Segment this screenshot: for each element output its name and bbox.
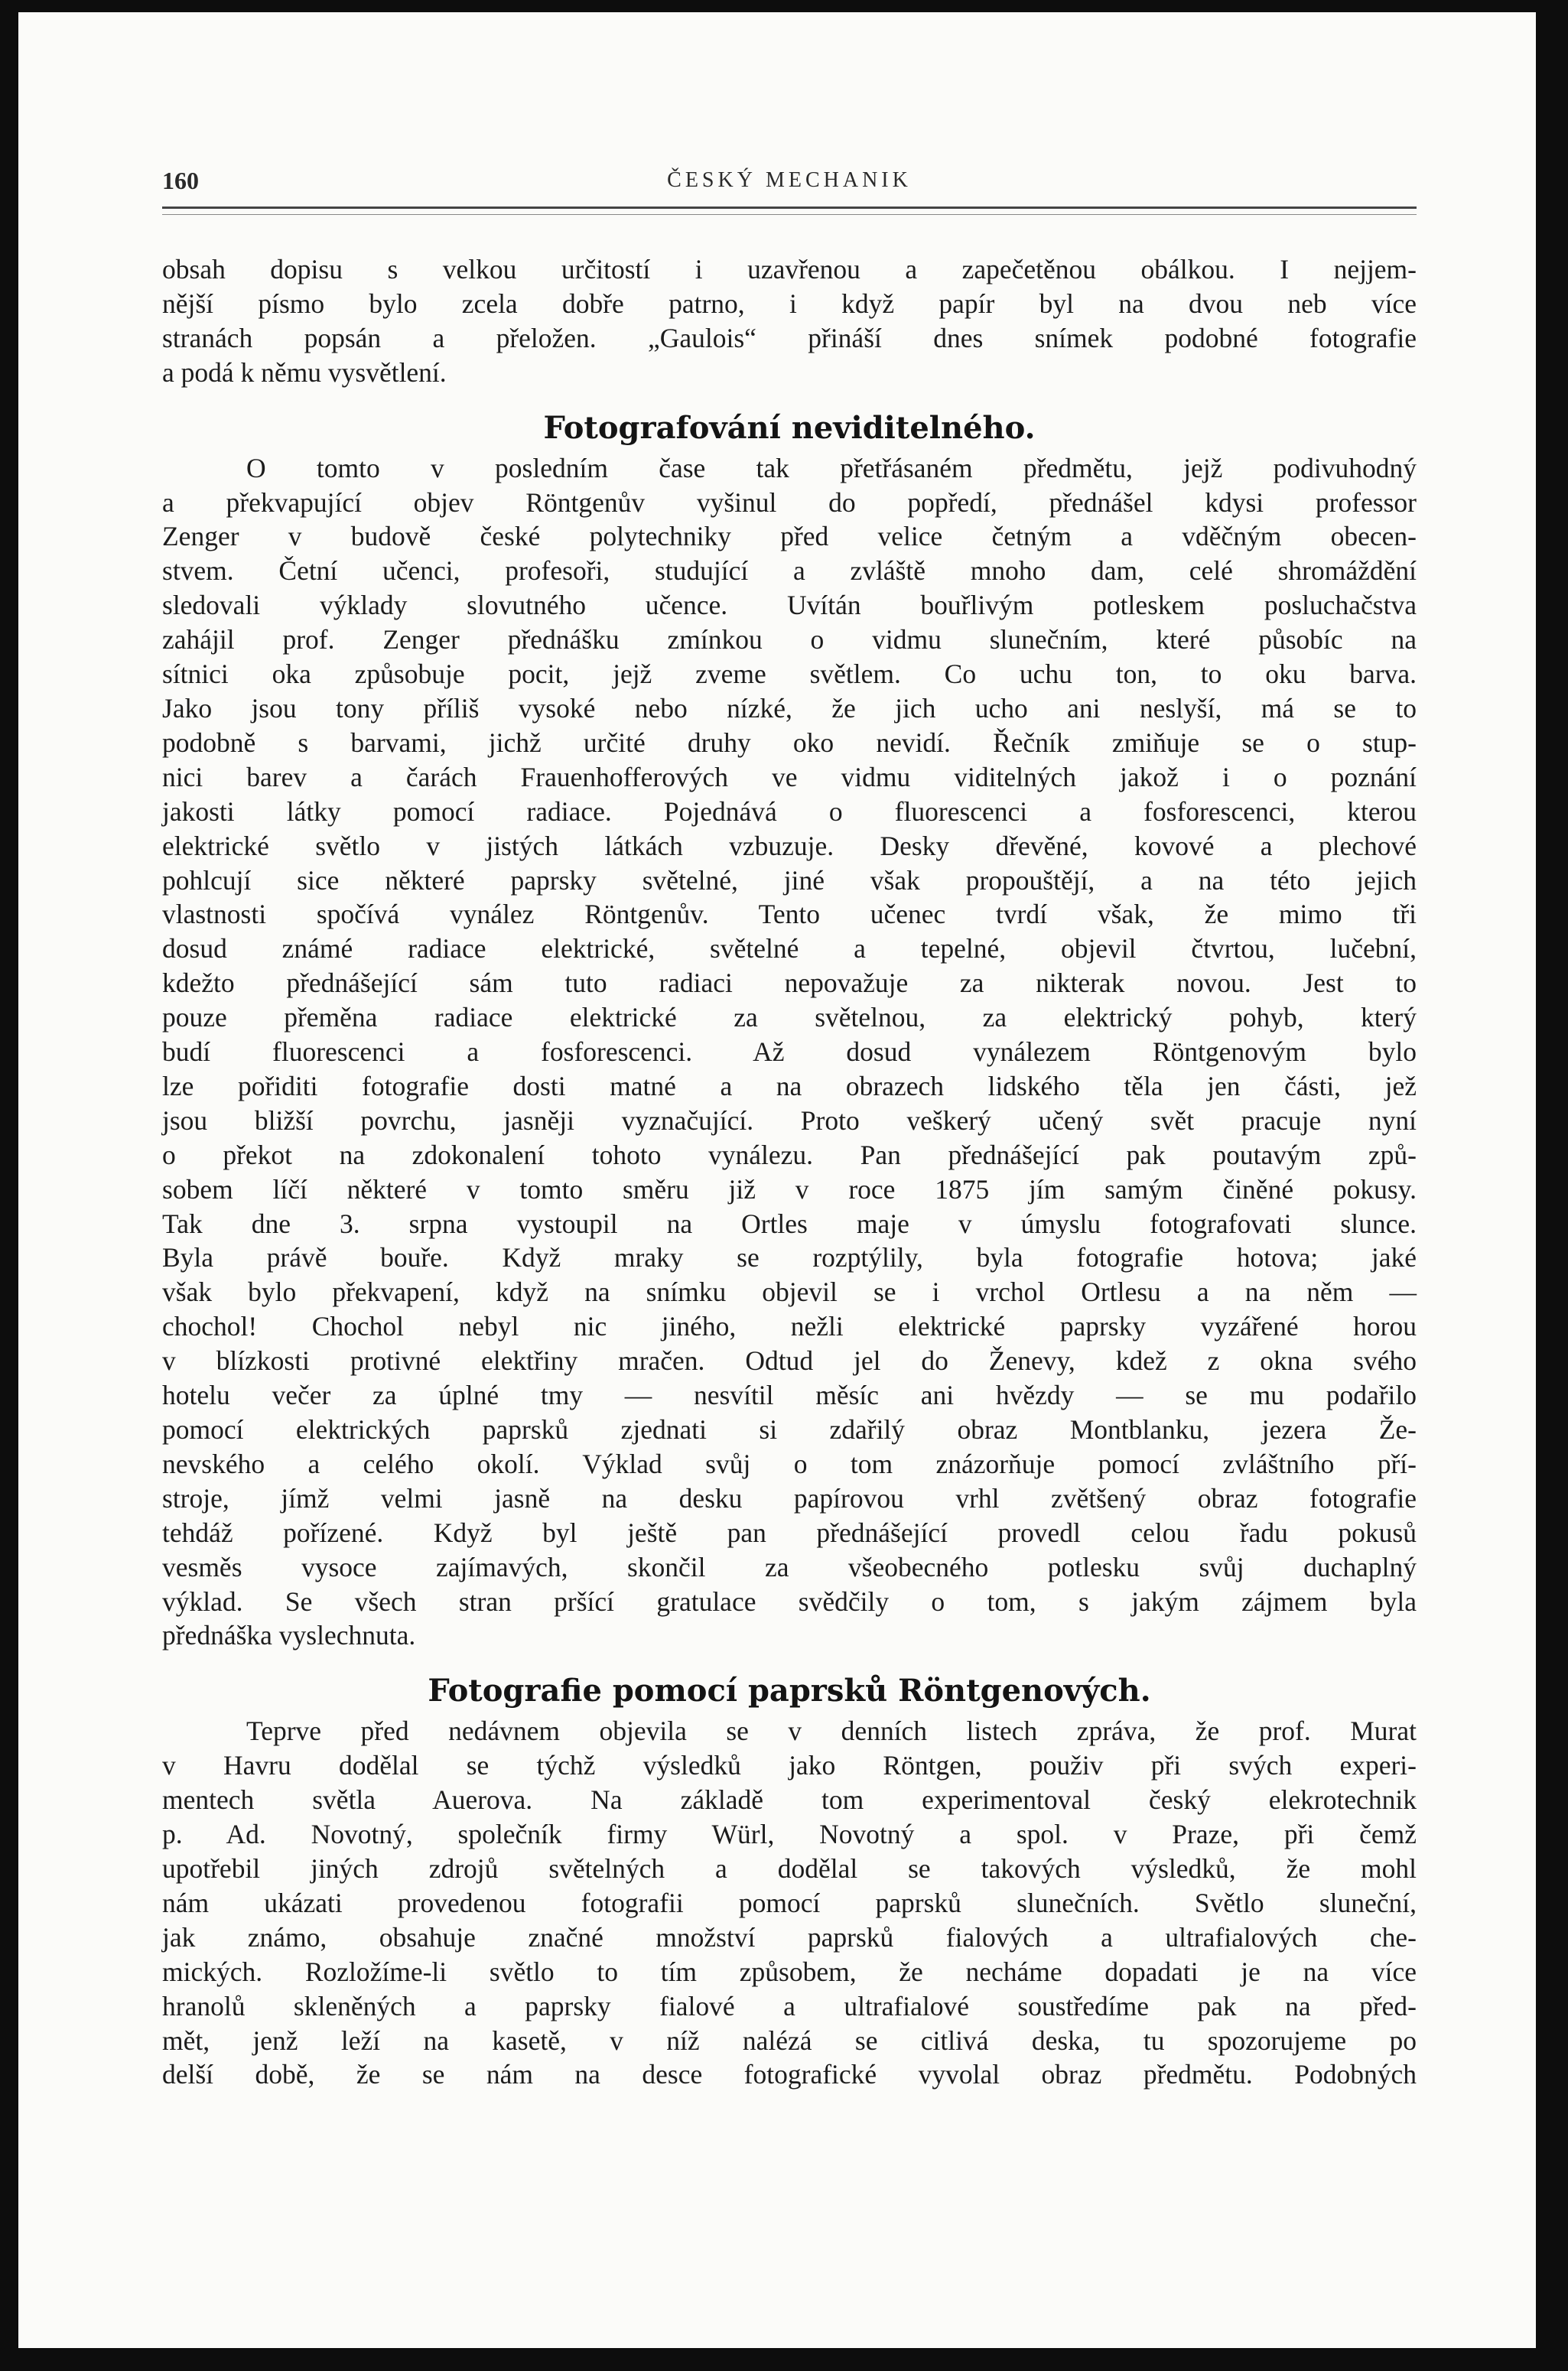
text-line: v Havru dodělal se týchž výsledků jako Röntgen, použiv při svých experi-: [162, 1750, 1417, 1781]
text-line: vlastnosti spočívá vynález Röntgenův. Tento učenec tvrdí však, že mimo tři: [162, 899, 1417, 930]
section2-paragraph: [162, 1714, 1417, 2092]
section-heading-roentgen: Fotografie pomocí paprsků Röntgenových.: [428, 1673, 1151, 1709]
text-line: Zenger v budově české polytechniky před velice četným a vděčným obecen-: [162, 521, 1417, 552]
text-line: kdežto přednášející sám tuto radiaci nepovažuje za nikterak novou. Jest to: [162, 968, 1417, 999]
text-line: pohlcují sice některé paprsky světelné, jiné však propouštějí, a na této jejich: [162, 864, 1417, 896]
text-line: stvem. Četní učenci, profesoři, studující a zvláště mnoho dam, celé shromáždění: [162, 555, 1417, 587]
text-line: hotelu večer za úplné tmy — nesvítil měsíc ani hvězdy — se mu podařilo: [162, 1380, 1417, 1411]
text-line: Teprve před nedávnem objevila se v denních listech zpráva, že prof. Murat: [246, 1716, 1417, 1747]
text-line: dosud známé radiace elektrické, světelné a tepelné, objevil čtvrtou, lučební,: [162, 933, 1417, 964]
text-line: hranolů skleněných a paprsky fialové a ultrafialové soustředíme pak na před-: [162, 1990, 1417, 2021]
intro-paragraph: [162, 252, 1417, 390]
journal-title: ČESKÝ MECHANIK: [667, 168, 912, 192]
text-line: o překot na zdokonalení tohoto vynálezu. Pan přednášející pak poutavým způ-: [162, 1139, 1417, 1170]
text-line: pouze přeměna radiace elektrické za světelnou, za elektrický pohyb, který: [162, 1002, 1417, 1033]
section1-paragraph: [162, 451, 1417, 1654]
text-line: lze pořiditi fotografie dosti matné a na obrazech lidského těla jen části, jež: [162, 1070, 1417, 1101]
text-line: a překvapující objev Röntgenův vyšinul do popředí, přednášel kdysi professor: [162, 486, 1417, 518]
scan-border-bottom: [0, 2348, 1568, 2371]
header-rule: [162, 207, 1417, 209]
header-rule-thin: [162, 214, 1417, 215]
text-line: nevského a celého okolí. Výklad svůj o tom znázorňuje pomocí zvláštního pří-: [162, 1448, 1417, 1479]
article-body: [162, 252, 1417, 2092]
text-line: Jako jsou tony příliš vysoké nebo nízké, že jich ucho ani neslyší, má se to: [162, 692, 1417, 724]
running-head: [162, 167, 1417, 197]
text-line: jak známo, obsahuje značné množství paprsků fialových a ultrafialových che-: [162, 1921, 1417, 1953]
text-line: přednáška vyslechnuta.: [162, 1620, 416, 1651]
text-line: vesměs vysoce zajímavých, skončil za všeobecného potlesku svůj duchaplný: [162, 1551, 1417, 1582]
text-line: Tak dne 3. srpna vystoupil na Ortles maje v úmyslu fotografovati slunce.: [162, 1208, 1417, 1239]
text-line: tehdáž pořízené. Když byl ještě pan přednášející provedl celou řadu pokusů: [162, 1517, 1417, 1548]
text-line: nám ukázati provedenou fotografii pomocí paprsků slunečních. Světlo sluneční,: [162, 1887, 1417, 1918]
text-line: budí fluorescenci a fosforescenci. Až dosud vynálezem Röntgenovým bylo: [162, 1036, 1417, 1068]
text-line: však bylo překvapení, když na snímku objevil se i vrchol Ortlesu a na něm —: [162, 1277, 1417, 1308]
text-line: v blízkosti protivné elektřiny mračen. Odtud jel do Ženevy, kdež z okna svého: [162, 1345, 1417, 1377]
text-line: jsou bližší povrchu, jasněji vyznačující. Proto veškerý učený svět pracuje nyní: [162, 1104, 1417, 1136]
scan-border-right: [1536, 0, 1568, 2371]
scan-border-left: [0, 0, 18, 2371]
text-line: nější písmo bylo zcela dobře patrno, i když papír byl na dvou neb více: [162, 288, 1417, 319]
text-line: výklad. Se všech stran pršící gratulace svědčily o tom, s jakým zájmem byla: [162, 1586, 1417, 1617]
text-line: Byla právě bouře. Když mraky se rozptýlily, byla fotografie hotova; jaké: [162, 1242, 1417, 1273]
text-line: O tomto v posledním čase tak přetřásaném předmětu, jejž podivuhodný: [246, 452, 1417, 483]
text-line: zahájil prof. Zenger přednášku zmínkou o vidmu slunečním, které působíc na: [162, 624, 1417, 655]
text-line: podobně s barvami, jichž určité druhy oko nevidí. Řečník zmiňuje se o stup-: [162, 727, 1417, 758]
text-line: sledovali výklady slovutného učence. Uvítán bouřlivým potleskem posluchačstva: [162, 590, 1417, 621]
text-line: mět, jenž leží na kasetě, v níž nalézá se citlivá deska, tu spozorujeme po: [162, 2025, 1417, 2056]
text-line: upotřebil jiných zdrojů světelných a dodělal se takových výsledků, že mohl: [162, 1852, 1417, 1884]
text-line: delší době, že se nám na desce fotografické vyvolal obraz předmětu. Podobných: [162, 2059, 1417, 2090]
text-line: elektrické světlo v jistých látkách vzbuzuje. Desky dřevěné, kovové a plechové: [162, 830, 1417, 861]
section-heading-invisible: Fotografování neviditelného.: [543, 409, 1036, 446]
text-line: mických. Rozložíme-li světlo to tím způsobem, že necháme dopadati je na více: [162, 1956, 1417, 1987]
scan-border-top: [0, 0, 1568, 12]
text-line: sobem líčí některé v tomto směru již v roce 1875 jím samým činěné pokusy.: [162, 1173, 1417, 1205]
text-line: sítnici oka způsobuje pocit, jejž zveme světlem. Co uchu ton, to oku barva.: [162, 659, 1417, 690]
text-line: obsah dopisu s velkou určitostí i uzavřenou a zapečetěnou obálkou. I nejjem-: [162, 254, 1417, 285]
text-line: stroje, jímž velmi jasně na desku papírovou vrhl zvětšený obraz fotografie: [162, 1482, 1417, 1514]
text-line: pomocí elektrických paprsků zjednati si zdařilý obraz Montblanku, jezera Že-: [162, 1414, 1417, 1445]
text-line: nici barev a čarách Frauenhofferových ve vidmu viditelných jakož i o poznání: [162, 761, 1417, 792]
text-line: p. Ad. Novotný, společník firmy Würl, Novotný a spol. v Praze, při čemž: [162, 1819, 1417, 1850]
page-number: 160: [162, 167, 199, 194]
text-line: stranách popsán a přeložen. „Gaulois“ přináší dnes snímek podobné fotografie: [162, 322, 1417, 353]
text-line: jakosti látky pomocí radiace. Pojednává o fluorescenci a fosforescenci, kterou: [162, 795, 1417, 827]
text-line: mentech světla Auerova. Na základě tom experimentoval český elekrotechnik: [162, 1784, 1417, 1816]
text-line: a podá k němu vysvětlení.: [162, 356, 447, 388]
text-line: chochol! Chochol nebyl nic jiného, nežli elektrické paprsky vyzářené horou: [162, 1311, 1417, 1342]
